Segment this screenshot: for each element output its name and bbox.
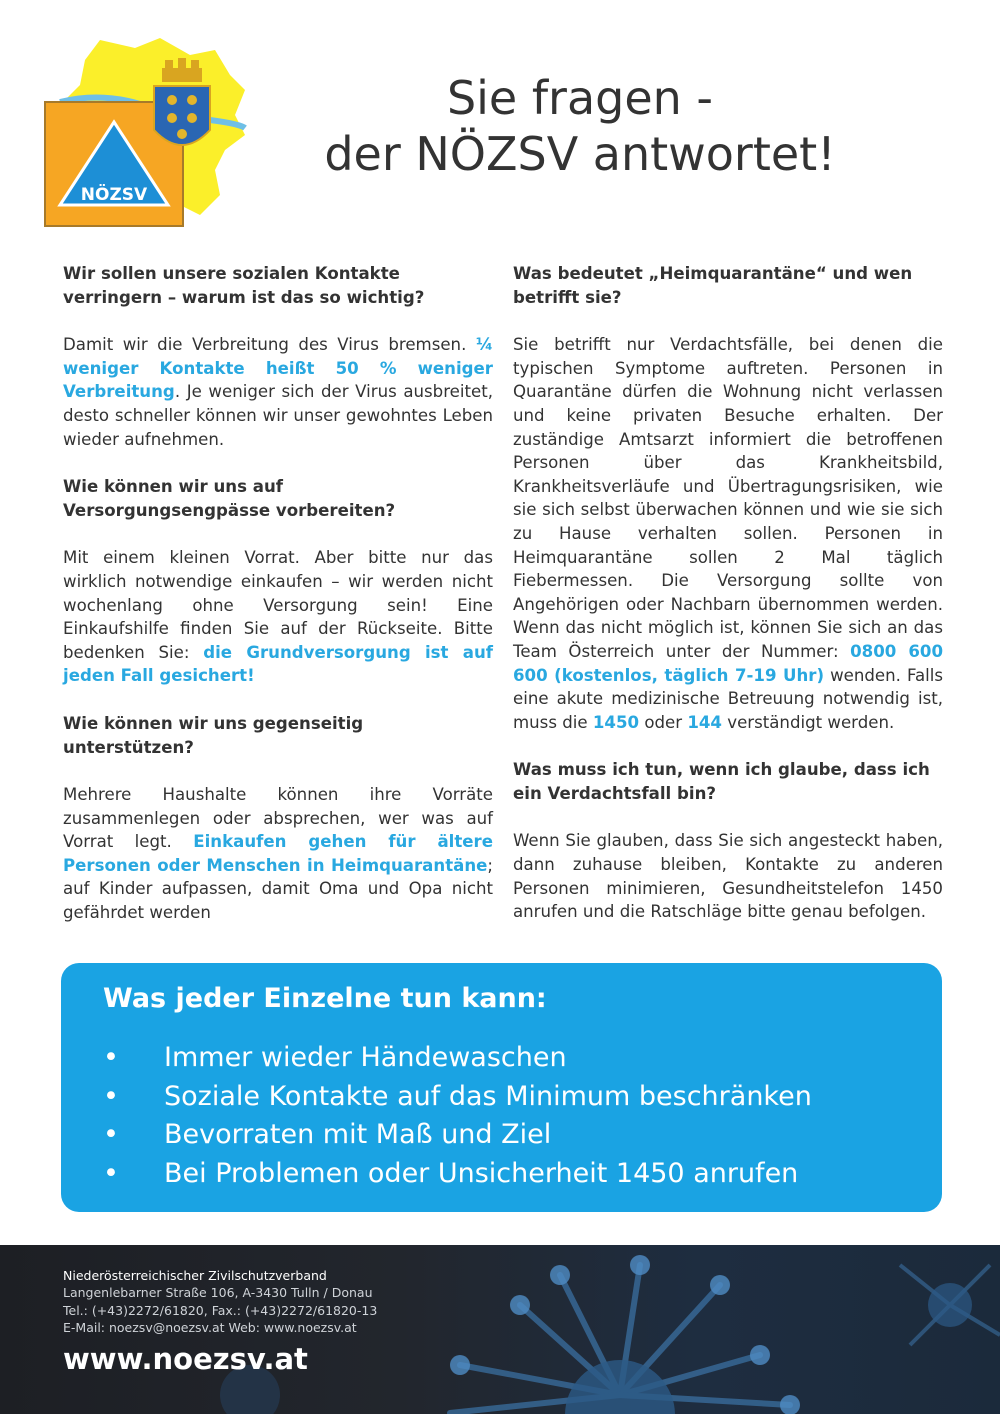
question-suspected-case: Was muss ich tun, wenn ich glaube, dass ich ein Verdachtsfall bin?	[513, 760, 930, 803]
highlight-contacts: ¼ weniger Kontakte heißt 50 % weniger Verbreitung	[63, 335, 493, 402]
highlight-1450: 1450	[592, 712, 640, 732]
footer-website-link[interactable]: www.noezsv.at	[63, 1342, 308, 1376]
tips-box	[61, 963, 942, 1212]
highlight-hotline: 0800 600 600 (kostenlos, täglich 7-19 Uhr)	[513, 641, 943, 685]
footer	[0, 1245, 1000, 1414]
answer-suspected-case: Wenn Sie glauben, dass Sie sich angesteckt haben, dann zuhause bleiben, Kontakte zu anderen Personen minimieren, Gesundheitstelefon 1450 anrufen und die Ratschläge bitte genau befolgen.	[513, 831, 943, 922]
footer-phone: Tel.: (+43)2272/61820, Fax.: (+43)2272/61820-13	[63, 1302, 378, 1318]
left-column	[63, 262, 493, 949]
tips-list	[103, 1039, 812, 1193]
question-social-contacts: Wir sollen unsere sozialen Kontakte verringern – warum ist das so wichtig?	[63, 264, 425, 307]
question-home-quarantine: Was bedeutet „Heimquarantäne“ und wen betrifft sie?	[513, 264, 913, 307]
answer-mutual-support: Mehrere Haushalte können ihre Vorräte zusammenlegen oder absprechen, wer was auf Vorrat legt. Einkaufen gehen für ältere Personen oder Menschen in Heimquarantäne; auf Kinder aufpassen, damit Oma und Opa nicht gefährdet werden	[63, 785, 493, 923]
highlight-144: 144	[687, 712, 722, 732]
answer-social-contacts: Damit wir die Verbreitung des Virus bremsen. ¼ weniger Kontakte heißt 50 % weniger Verbreitung. Je weniger sich der Virus ausbreitet, desto schneller können wir unser gewohntes Leben wieder aufnehmen.	[63, 335, 493, 449]
right-column	[513, 262, 943, 948]
bullet-icon: •	[103, 1080, 119, 1112]
page-title	[250, 70, 910, 182]
tip-item: • Soziale Kontakte auf das Minimum beschränken	[103, 1078, 812, 1117]
tips-heading: Was jeder Einzelne tun kann:	[103, 983, 547, 1014]
coat-of-arms-icon	[154, 58, 210, 145]
tip-item: • Immer wieder Händewaschen	[103, 1039, 812, 1078]
question-supply-shortage: Wie können wir uns auf Versorgungsengpässe vorbereiten?	[63, 477, 396, 520]
highlight-supply: die Grundversorgung ist auf jeden Fall gesichert!	[63, 642, 493, 686]
tip-item: • Bevorraten mit Maß und Ziel	[103, 1116, 812, 1155]
question-mutual-support: Wie können wir uns gegenseitig unterstützen?	[63, 713, 364, 757]
footer-address: Langenlebarner Straße 106, A-3430 Tulln / Donau	[63, 1285, 373, 1301]
answer-home-quarantine: Sie betrifft nur Verdachtsfälle, bei denen die typischen Symptome auftreten. Personen in Quarantäne dürfen die Wohnung nicht verlassen und keine privaten Besuche erhalten. Der zuständige Amtsarzt informiert die betroffenen Personen über das Krankheitsbild, Krankheitsverläufe und Übertragungsrisiken, wie sie sich selbst überwachen können und wie sie sich zu Hause verhalten sollen. Personen in Heimquarantäne sollen 2 Mal täglich Fiebermessen. Die Versorgung sollte von Angehörigen oder Nachbarn übernommen werden. Wenn das nicht möglich ist, können Sie sich an das Team Österreich unter der Nummer: 0800 600 600 (kostenlos, täglich 7-19 Uhr) wenden. Falls eine akute medizinische Betreuung notwendig ist, muss die 1450 oder 144 verständigt werden.	[513, 335, 944, 732]
bullet-icon: •	[103, 1157, 119, 1189]
highlight-support: Einkaufen gehen für ältere Personen oder Menschen in Heimquarantäne	[63, 832, 493, 875]
footer-org-name: Niederösterreichischer Zivilschutzverband	[63, 1268, 327, 1283]
bullet-icon: •	[103, 1042, 119, 1073]
logo-text: NÖZSV	[80, 185, 148, 205]
tip-item: • Bei Problemen oder Unsicherheit 1450 anrufen	[103, 1155, 812, 1194]
bullet-icon: •	[103, 1119, 119, 1150]
title-line-1: Sie fragen -	[446, 71, 714, 125]
footer-contact-info	[63, 1267, 377, 1337]
answer-supply-shortage: Mit einem kleinen Vorrat. Aber bitte nur das wirklich notwendige einkaufen – wir werden nicht wochenlang ohne Versorgung sein! Eine Einkaufshilfe finden Sie auf der Rückseite. Bitte bedenken Sie: die Grundversorgung ist auf jeden Fall gesichert!	[63, 548, 493, 686]
noezsv-logo	[40, 30, 250, 230]
title-line-2: der NÖZSV antwortet!	[324, 127, 836, 181]
footer-email-web[interactable]: E-Mail: noezsv@noezsv.at Web: www.noezsv.at	[63, 1320, 357, 1336]
